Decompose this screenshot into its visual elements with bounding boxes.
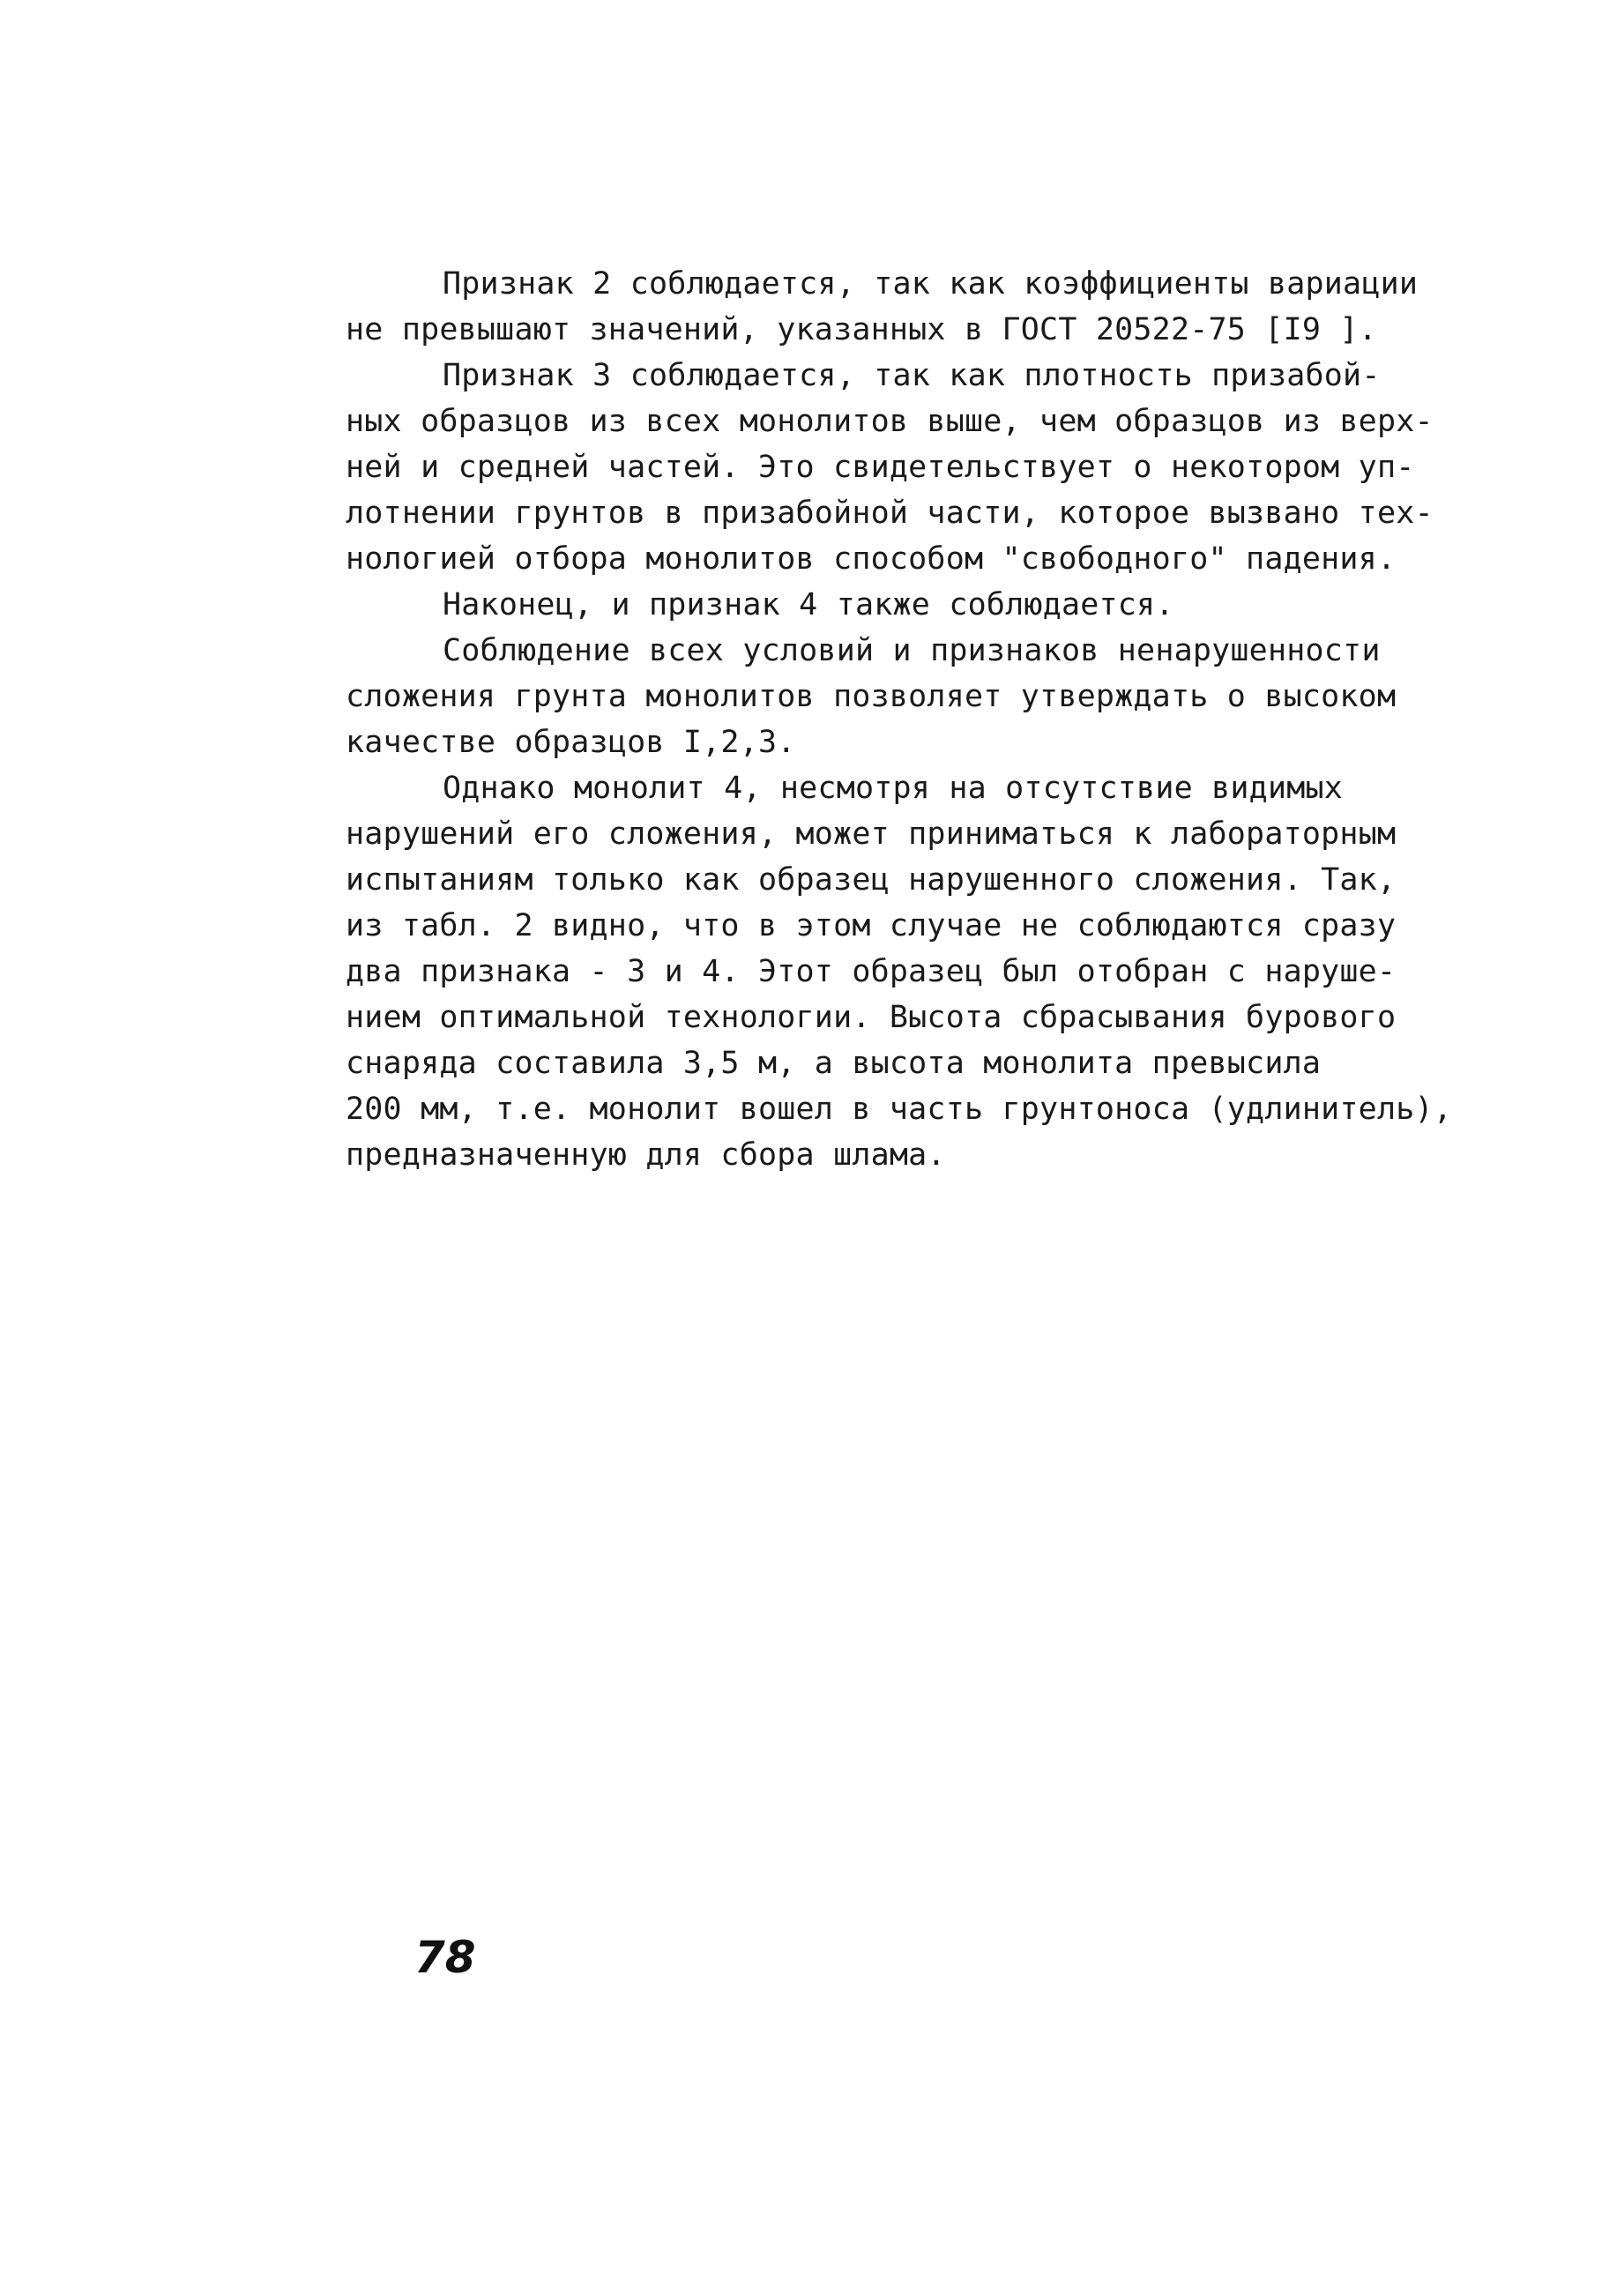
text-line: качестве образцов I,2,3. <box>346 725 796 760</box>
text-line: испытаниям только как образец нарушенного сложения. Так, <box>346 862 1397 898</box>
text-line: нарушений его сложения, может приниматься к лабораторным <box>346 816 1397 852</box>
text-line: ных образцов из всех монолитов выше, чем образцов из верх- <box>346 404 1434 439</box>
text-line: сложения грунта монолитов позволяет утверждать о высоком <box>346 679 1397 714</box>
text-line: из табл. 2 видно, что в этом случае не соблюдаются сразу <box>346 908 1397 943</box>
text-line: снаряда составила 3,5 м, а высота монолита превысила <box>346 1046 1322 1081</box>
text-line: не превышают значений, указанных в ГОСТ 20522-75 [I9 ]. <box>346 312 1377 347</box>
body-text <box>346 261 1483 1178</box>
page-number: 78 <box>414 1932 476 1983</box>
text-line: Соблюдение всех условий и признаков ненарушенности <box>443 633 1381 668</box>
text-line: нологией отбора монолитов способом "свободного" падения. <box>346 541 1397 577</box>
text-line: Признак 2 соблюдается, так как коэффициенты вариации <box>443 266 1419 302</box>
text-line: Наконец, и признак 4 также соблюдается. <box>443 587 1174 622</box>
text-line: 200 мм, т.е. монолит вошел в часть грунтоноса (удлинитель), <box>346 1092 1453 1127</box>
text-line: нием оптимальной технологии. Высота сбрасывания бурового <box>346 1000 1397 1035</box>
text-line: лотнении грунтов в призабойной части, которое вызвано тех- <box>346 496 1434 531</box>
text-line: Признак 3 соблюдается, так как плотность призабой- <box>443 358 1381 393</box>
text-line: ней и средней частей. Это свидетельствует о некотором уп- <box>346 450 1415 485</box>
text-line: Однако монолит 4, несмотря на отсутствие видимых <box>443 771 1344 806</box>
text-line: два признака - 3 и 4. Этот образец был отобран с наруше- <box>346 954 1397 989</box>
text-line: предназначенную для сбора шлама. <box>346 1137 946 1173</box>
